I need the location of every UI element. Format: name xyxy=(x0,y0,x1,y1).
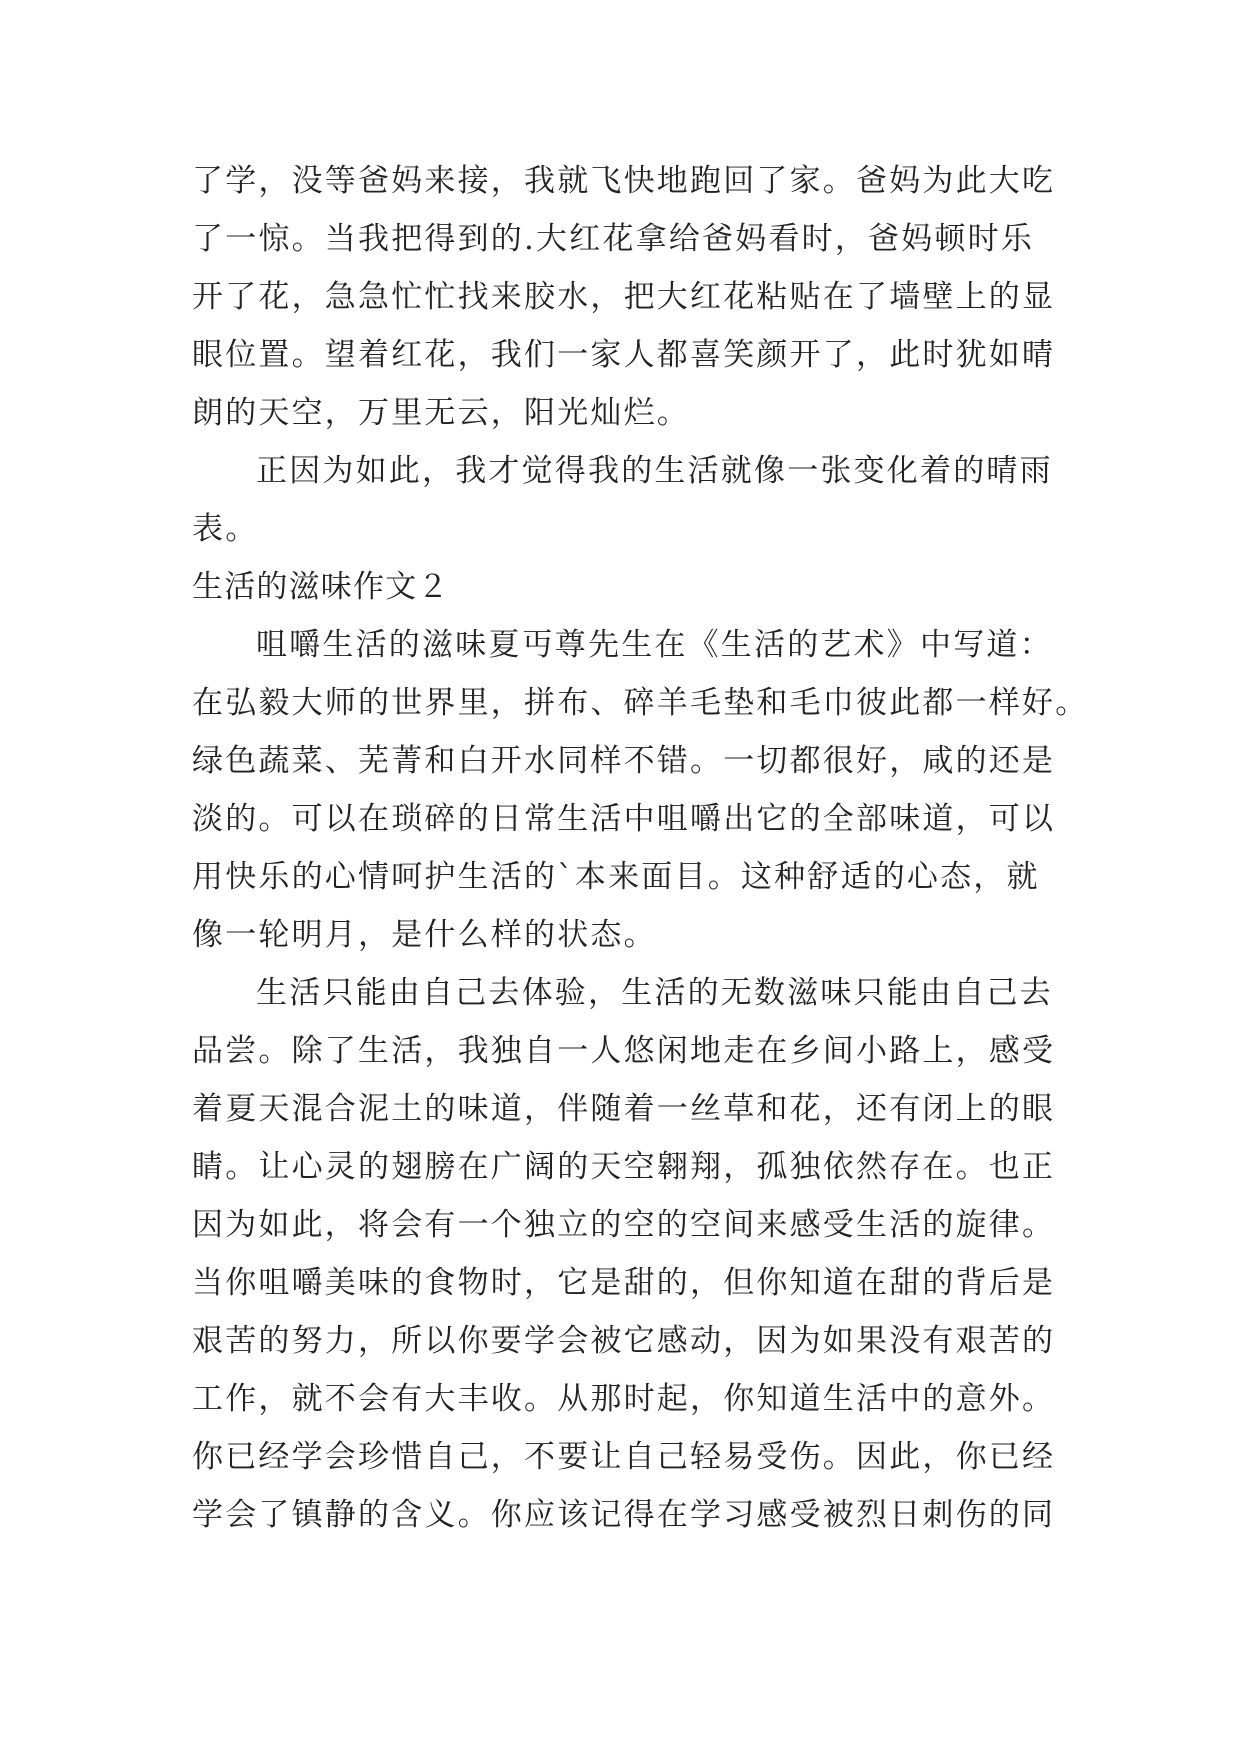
text-line: 在弘毅大师的世界里，拼布、碎羊毛垫和毛巾彼此都一样好。 xyxy=(192,685,1089,721)
text-line: 工作，就不会有大丰收。从那时起，你知道生活中的意外。 xyxy=(192,1381,1056,1417)
text-line: 了学，没等爸妈来接，我就飞快地跑回了家。爸妈为此大吃 xyxy=(192,163,1056,199)
text-line: 当你咀嚼美味的食物时，它是甜的，但你知道在甜的背后是 xyxy=(192,1265,1056,1301)
paragraph xyxy=(192,442,1062,558)
text-line: 因为如此，将会有一个独立的空的空间来感受生活的旋律。 xyxy=(192,1207,1056,1243)
text-line: 绿色蔬菜、芜菁和白开水同样不错。一切都很好，咸的还是 xyxy=(192,743,1056,779)
text-line: 用快乐的心情呵护生活的`本来面目。这种舒适的心态，就 xyxy=(192,859,1040,895)
text-line: 着夏天混合泥土的味道，伴随着一丝草和花，还有闭上的眼 xyxy=(192,1091,1056,1127)
text-line: 艰苦的努力，所以你要学会被它感动，因为如果没有艰苦的 xyxy=(192,1323,1056,1359)
document-body xyxy=(192,152,1089,1544)
paragraph xyxy=(192,152,1062,442)
text-line: 正因为如此，我才觉得我的生活就像一张变化着的晴雨 xyxy=(256,453,1053,489)
text-line: 表。 xyxy=(192,511,259,547)
text-line: 朗的天空，万里无云，阳光灿烂。 xyxy=(192,395,690,431)
text-line: 开了花，急急忙忙找来胶水，把大红花粘贴在了墙壁上的显 xyxy=(192,279,1056,315)
text-line: 生活只能由自己去体验，生活的无数滋味只能由自己去 xyxy=(256,975,1053,1011)
section-heading: 生活的滋味作文２ xyxy=(192,569,450,605)
text-line: 品尝。除了生活，我独自一人悠闲地走在乡间小路上，感受 xyxy=(192,1033,1056,1069)
text-line: 像一轮明月，是什么样的状态。 xyxy=(192,917,657,953)
text-line: 睛。让心灵的翅膀在广阔的天空翱翔，孤独依然存在。也正 xyxy=(192,1149,1056,1185)
text-line: 咀嚼生活的滋味夏丏尊先生在《生活的艺术》中写道： xyxy=(256,627,1053,663)
paragraph xyxy=(192,616,1089,964)
text-line: 淡的。可以在琐碎的日常生活中咀嚼出它的全部味道，可以 xyxy=(192,801,1056,837)
text-line: 你已经学会珍惜自己，不要让自己轻易受伤。因此，你已经 xyxy=(192,1439,1056,1475)
text-line: 了一惊。当我把得到的.大红花拿给爸妈看时，爸妈顿时乐 xyxy=(192,221,1035,257)
text-line: 眼位置。望着红花，我们一家人都喜笑颜开了，此时犹如晴 xyxy=(192,337,1056,373)
paragraph xyxy=(192,964,1062,1544)
text-line: 学会了镇静的含义。你应该记得在学习感受被烈日刺伤的同 xyxy=(192,1497,1056,1533)
